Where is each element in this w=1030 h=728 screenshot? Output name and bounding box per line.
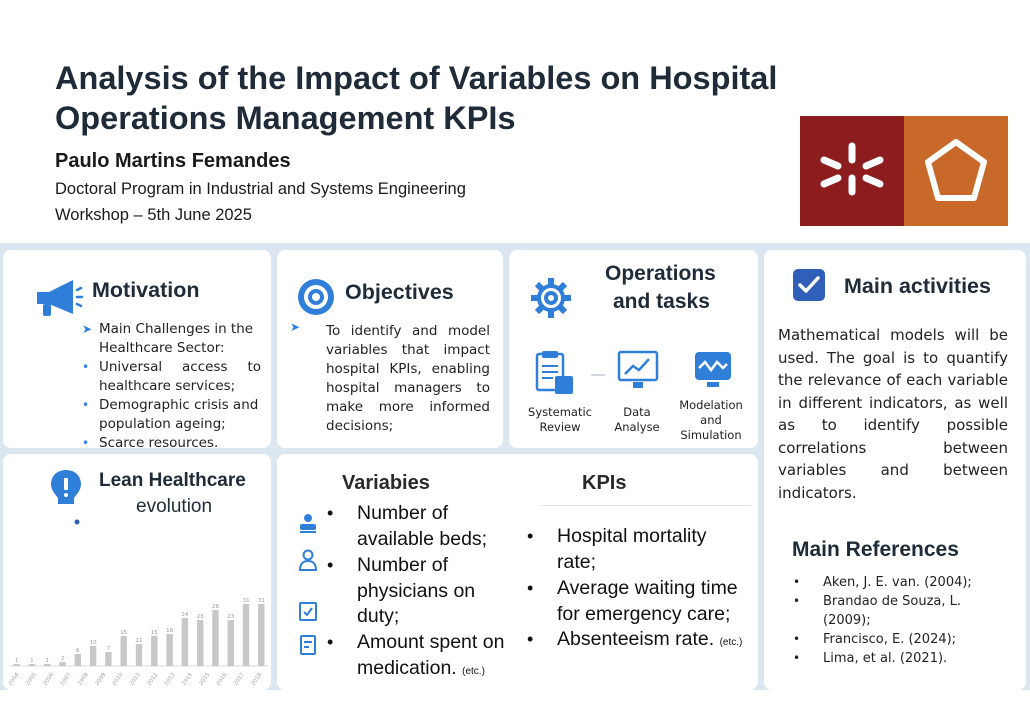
chart-bar — [258, 604, 264, 666]
lightbulb-icon — [49, 468, 83, 528]
chart-data-label: 28 — [212, 604, 219, 610]
arrow-bullet-icon: ➤ — [290, 320, 301, 334]
chart-bar — [182, 618, 188, 666]
kpi-text: Average waiting time for emergency care; — [557, 577, 738, 625]
dot-bullet-icon: • — [793, 632, 801, 646]
task-label-line: Simulation — [680, 428, 742, 442]
kpi-item — [527, 576, 752, 627]
chart-bar — [166, 634, 172, 666]
reference-item — [793, 592, 973, 630]
chart-tick-label: 2017 — [233, 671, 246, 687]
chart-data-label: 31 — [242, 598, 250, 604]
target-icon — [297, 278, 335, 316]
chart-bar — [136, 644, 142, 666]
poster-title: Analysis of the Impact of Variables on Hospital Operations Management KPIs — [55, 60, 778, 136]
chart-tick-label: 2011 — [129, 671, 142, 687]
ledger-icon — [297, 634, 319, 656]
chart-tick-label: 2008 — [77, 671, 90, 687]
dot-bullet-icon: • — [793, 594, 801, 608]
chart-data-label: 6 — [76, 648, 80, 654]
chart-data-label: 1 — [45, 658, 49, 664]
operations-card — [509, 250, 758, 448]
task-label-line: Systematic — [528, 405, 592, 419]
chart-bar — [75, 654, 81, 666]
task-label-line: Data — [623, 405, 651, 419]
chart-tick-label: 2007 — [59, 671, 73, 687]
author-name: Paulo Martins Femandes — [55, 150, 291, 172]
reference-text: Francisco, E. (2024); — [823, 632, 957, 647]
bed-icon — [297, 512, 319, 534]
task-data-analyse — [609, 405, 665, 435]
physician-icon — [297, 549, 319, 571]
reference-item — [793, 649, 1013, 668]
kpi-item — [527, 627, 757, 656]
chart-data-label: 24 — [181, 612, 189, 618]
reference-text: Brandao de Souza, L. (2009); — [823, 594, 962, 628]
program-name: Doctoral Program in Industrial and Systems Engineering — [55, 180, 466, 198]
activities-title: Main activities — [844, 274, 991, 298]
task-label-line: Modelation — [679, 398, 743, 412]
university-emblem-icon — [800, 116, 904, 226]
chart-bar — [90, 646, 96, 666]
motivation-item-text: Scarce resources. — [99, 435, 219, 448]
chart-data-label: 23 — [227, 614, 235, 620]
chart-bar — [228, 620, 234, 666]
chart-bar — [29, 664, 35, 666]
variables-title: Variabies — [342, 472, 430, 494]
chart-data-label: 10 — [89, 640, 97, 646]
kpi-text: Hospital mortality rate; — [557, 525, 707, 573]
chart-tick-label: 2014 — [181, 671, 194, 687]
activities-card — [764, 250, 1026, 690]
reference-text: Lima, et al. (2021). — [823, 651, 948, 666]
chart-tick-label: 2005 — [25, 671, 38, 687]
task-systematic-review — [521, 405, 599, 435]
chart-bar — [59, 662, 65, 666]
task-modelation-simulation — [673, 398, 749, 443]
chart-monitor-icon — [617, 350, 659, 390]
dot-bullet-icon: • — [793, 651, 801, 665]
motivation-item-text: Main Challenges in the Healthcare Sector: — [99, 321, 254, 356]
lean-chart — [3, 584, 271, 688]
chart-bar — [151, 636, 157, 666]
workshop-date: Workshop – 5th June 2025 — [55, 206, 252, 224]
variable-text: Number of available beds; — [357, 502, 488, 550]
dot-bullet-icon: • — [82, 360, 90, 374]
operations-title-line2: and tasks — [613, 290, 710, 313]
operations-title-line1: Operations — [605, 262, 716, 285]
chart-data-label: 31 — [257, 598, 265, 604]
dot-bullet-icon: • — [327, 555, 334, 575]
chart-data-label: 15 — [120, 630, 128, 636]
motivation-item — [82, 320, 265, 358]
chart-tick-label: 2013 — [163, 671, 177, 687]
dot-bullet-icon: • — [82, 398, 90, 412]
motivation-item-text: Demographic crisis and population ageing; — [99, 397, 259, 432]
chart-data-label: 11 — [135, 638, 143, 644]
poster-header — [0, 40, 1030, 243]
chart-bar — [13, 664, 19, 666]
chart-bar — [121, 636, 127, 666]
task-label-line: Review — [539, 420, 581, 434]
dot-bullet-icon: • — [527, 526, 534, 546]
variable-item — [327, 501, 527, 552]
lean-title: Lean Healthcare — [99, 470, 246, 491]
objectives-title: Objectives — [345, 280, 454, 304]
chart-tick-label: 2004 — [7, 671, 21, 687]
chart-tick-label: 2009 — [94, 671, 108, 687]
school-logo — [904, 116, 1008, 226]
checkbox-icon — [792, 268, 826, 302]
variable-item — [327, 630, 532, 684]
dot-bullet-icon: • — [82, 436, 90, 448]
motivation-item — [82, 396, 261, 434]
chart-data-label: 15 — [150, 630, 158, 636]
chart-tick-label: 2016 — [215, 671, 229, 687]
flow-connector — [591, 374, 605, 376]
chart-bar — [197, 620, 203, 666]
dot-bullet-icon: • — [793, 575, 801, 589]
activities-text: Mathematical models will be used. The goal is to quantify the relevance of each variable in different indicators, as well as to identify possible correlations between variables and between indicators. — [778, 326, 1008, 502]
chart-data-label: 2 — [60, 656, 65, 662]
variable-text: Amount spent on medication. — [357, 631, 505, 679]
variable-item — [327, 553, 507, 630]
kpis-title: KPIs — [582, 472, 627, 494]
etc-note: (etc.) — [462, 665, 485, 677]
reference-item — [793, 573, 1013, 592]
dot-bullet-icon: • — [327, 503, 334, 523]
motivation-card — [3, 250, 271, 448]
motivation-item — [82, 358, 261, 396]
chart-tick-label: 2015 — [198, 671, 212, 687]
objectives-card — [277, 250, 503, 448]
etc-note: (etc.) — [719, 637, 743, 648]
chart-tick-label: 2010 — [111, 671, 125, 687]
chart-data-label: 16 — [166, 628, 174, 634]
divider — [541, 505, 751, 506]
dot-bullet-icon: • — [327, 632, 334, 652]
motivation-item — [82, 434, 261, 448]
chart-bar — [212, 610, 218, 666]
chart-data-label: 1 — [14, 658, 19, 664]
lean-card — [3, 454, 271, 690]
chart-tick-label: 2012 — [146, 671, 160, 687]
task-label-line: and — [700, 413, 722, 427]
motivation-item-text: Universal access to healthcare services; — [99, 359, 261, 394]
chart-tick-label: 2018 — [250, 671, 264, 687]
university-logo — [800, 116, 904, 226]
chart-tick-label: 2006 — [42, 671, 56, 687]
chart-data-label: 23 — [196, 614, 204, 620]
megaphone-icon — [33, 276, 83, 320]
gear-icon — [529, 276, 573, 320]
variables-kpis-card — [277, 454, 758, 690]
pentagon-emblem-icon — [904, 116, 1008, 226]
references-title: Main References — [792, 538, 959, 561]
clipboard-check-icon — [297, 600, 319, 622]
motivation-title: Motivation — [92, 278, 200, 302]
reference-item — [793, 630, 1013, 649]
wave-monitor-icon — [693, 350, 733, 390]
objectives-text: To identify and model variables that impact hospital KPIs, enabling hospital managers to make more informed decisions; — [326, 323, 490, 434]
dot-bullet-icon: • — [527, 629, 534, 649]
chart-bar — [243, 604, 249, 666]
arrow-bullet-icon: ➤ — [82, 322, 93, 336]
kpi-text: Absenteeism rate. — [557, 628, 715, 650]
dot-bullet-icon: • — [527, 578, 534, 598]
chart-bar — [44, 664, 50, 666]
document-stack-icon — [533, 350, 575, 396]
variable-text: Number of physicians on duty; — [357, 554, 476, 627]
kpi-item — [527, 524, 747, 575]
reference-text: Aken, J. E. van. (2004); — [823, 575, 972, 590]
chart-data-label: 7 — [106, 646, 111, 652]
lean-subtitle: evolution — [136, 496, 213, 517]
poster — [0, 40, 1030, 690]
chart-data-label: 1 — [30, 658, 34, 664]
chart-bar — [105, 652, 111, 666]
task-label-line: Analyse — [614, 420, 660, 434]
